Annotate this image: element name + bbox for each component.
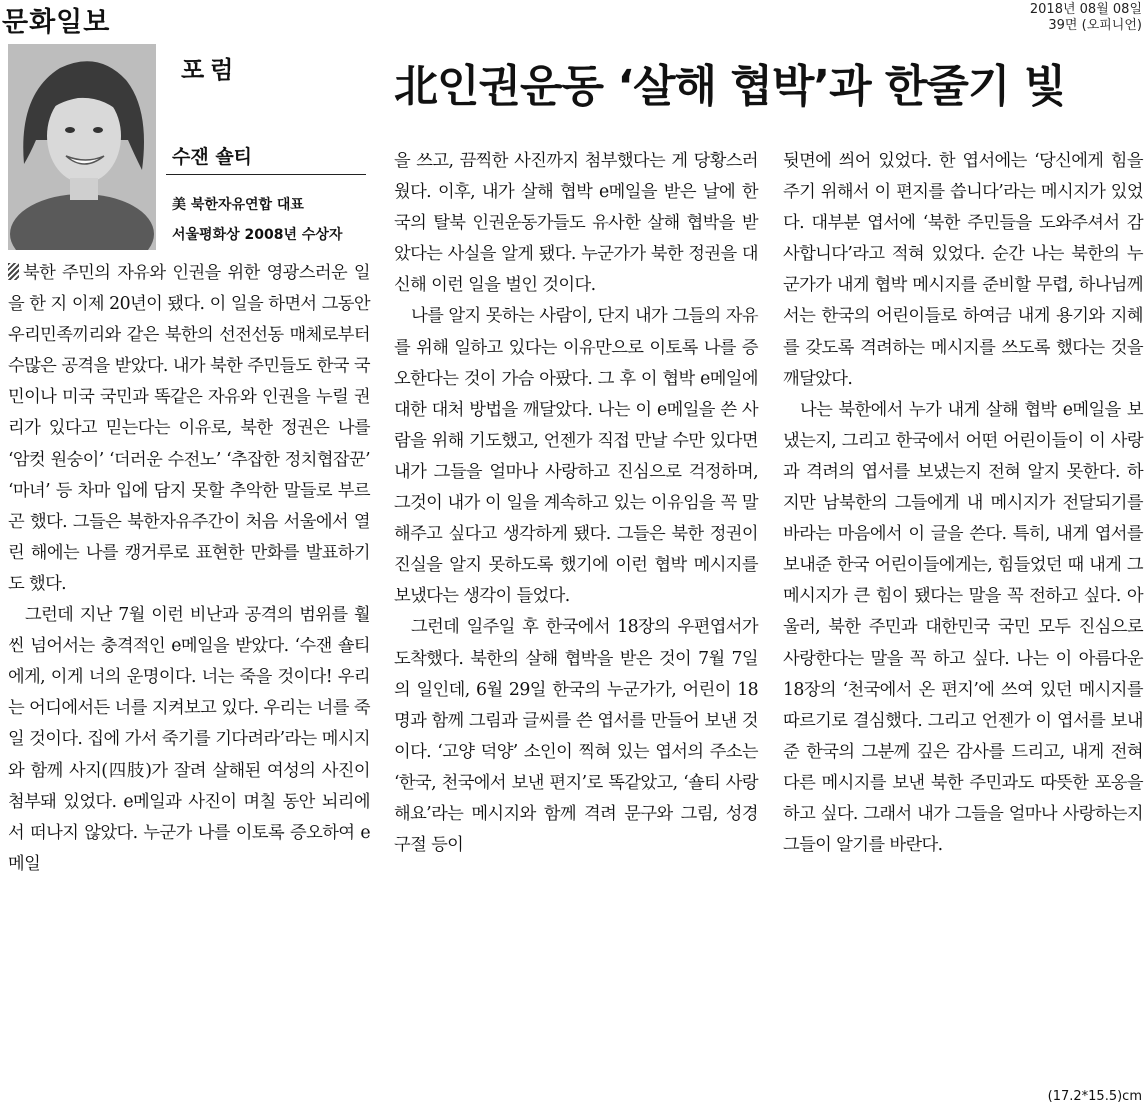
article-column-2: [394, 146, 758, 861]
article-column-1: [8, 258, 370, 880]
paragraph: 나를 알지 못하는 사람이, 단지 내가 그들의 자유를 위해 일하고 있다는 이유만으로 이토록 나를 증오한다는 것이 가슴 아팠다. 그 후 이 협박 e메일에 대한 대처 방법을 깨달았다. 나는 이 e메일을 쓴 사람을 위해 기도했고, 언젠가 직접 만날 수만 있다면 내가 그들을 얼마나 사랑하고 진심으로 걱정하며, 그것이 내가 이 일을 계속하고 있는 이유임을 꼭 말해주고 싶다고 생각하게 됐다. 그들은 북한 정권이 진실을 알지 못하도록 했기에 이런 협박 메시지를 보냈다는 생각이 들었다.: [394, 306, 758, 607]
author-divider: [166, 174, 366, 175]
author-photo: [8, 44, 156, 250]
paragraph: [8, 258, 370, 600]
newspaper-masthead: 문화일보: [2, 7, 111, 38]
author-title-line: 美 북한자유연합 대표: [172, 197, 304, 213]
paragraph: 그런데 일주일 후 한국에서 18장의 우편엽서가 도착했다. 북한의 살해 협박을 받은 것이 7월 7일의 일인데, 6월 29일 한국의 누군가가, 어린이 18명과 함께 그림과 글씨를 쓴 엽서를 만들어 보낸 것이다. ‘고양 덕양’ 소인이 찍혀 있는 엽서의 주소는 ‘한국, 천국에서 보낸 편지’로 똑같았고, ‘숄티 사랑해요’라는 메시지와 함께 격려 문구와 그림, 성경 구절 등이: [394, 617, 758, 856]
publication-date: 2018년 08월 08일: [1029, 2, 1142, 17]
headline: 北인권운동 ‘살해 협박’과 한줄기 빛: [394, 61, 1066, 112]
author-title: [172, 190, 342, 250]
author-title-line: 서울평화상 2008년 수상자: [172, 227, 343, 243]
paragraph: 뒷면에 씌어 있었다. 한 엽서에는 ‘당신에게 힘을 주기 위해서 이 편지를 씁니다’라는 메시지가 있었다. 대부분 엽서에 ‘북한 주민들을 도와주셔서 감사합니다’라고 적혀 있었다. 순간 나는 북한의 누군가가 내게 협박 메시지를 준비할 무렵, 하나님께서는 한국의 어린이들로 하여금 내게 용기와 지혜를 갖도록 격려하는 메시지를 쓰도록 했다는 것을 깨달았다.: [783, 151, 1143, 389]
page-number: 39면 (오피니언): [1048, 18, 1142, 33]
paragraph: 나는 북한에서 누가 내게 살해 협박 e메일을 보냈는지, 그리고 한국에서 어떤 어린이들이 이 사랑과 격려의 엽서를 보냈는지 전혀 알지 못한다. 하지만 남북한의 그들에게 내 메시지가 전달되기를 바라는 마음에서 이 글을 쓴다. 특히, 내게 엽서를 보내준 한국 어린이들에게는, 힘들었던 때 내게 그 메시지가 큰 힘이 됐다는 말을 꼭 전하고 싶다. 아울러, 북한 주민과 대한민국 국민 모두 진심으로 사랑한다는 말을 꼭 하고 싶다. 나는 이 아름다운 18장의 ‘천국에서 온 편지’에 쓰여 있던 메시지를 따르기로 결심했다. 그리고 언젠가 이 엽서를 보내준 한국의 그분께 깊은 감사를 드리고, 내게 전혀 다른 메시지를 보낸 북한 주민과도 따뜻한 포옹을 하고 싶다. 그래서 내가 그들을 얼마나 사랑하는지 그들이 알기를 바란다.: [783, 399, 1143, 856]
paragraph: 을 쓰고, 끔찍한 사진까지 첨부했다는 게 당황스러웠다. 이후, 내가 살해 협박 e메일을 받은 날에 한국의 탈북 인권운동가들도 유사한 살해 협박을 받았다는 사실을 알게 됐다. 누군가가 북한 정권을 대신해 이런 일을 벌인 것이다.: [394, 151, 758, 296]
lead-marker-icon: [8, 263, 19, 280]
section-label: 포럼: [181, 56, 240, 84]
paragraph-text: 북한 주민의 자유와 인권을 위한 영광스러운 일을 한 지 이제 20년이 됐다. 이 일을 하면서 그동안 우리민족끼리와 같은 북한의 선전선동 매체로부터 수많은 공격을 받았다. 내가 북한 주민들도 한국 국민이나 미국 국민과 똑같은 자유와 인권을 누릴 권리가 있다고 믿는다는 이유로, 북한 정권은 나를 ‘암컷 원숭이’ ‘더러운 수전노’ ‘추잡한 정치협잡꾼’ ‘마녀’ 등 차마 입에 담지 못할 추악한 말들로 부르곤 했다. 그들은 북한자유주간이 처음 서울에서 열린 해에는 나를 캥거루로 표현한 만화를 발표하기도 했다.: [8, 263, 370, 594]
paragraph: 그런데 지난 7월 이런 비난과 공격의 범위를 훨씬 넘어서는 충격적인 e메일을 받았다. ‘수잰 숄티에게, 이게 너의 운명이다. 너는 죽을 것이다! 우리는 어디에서든 너를 지켜보고 있다. 우리는 너를 죽일 것이다. 집에 가서 죽기를 기다려라’라는 메시지와 함께 사지(四肢)가 잘려 살해된 여성의 사진이 첨부돼 있었다. e메일과 사진이 며칠 동안 뇌리에서 떠나지 않았다. 누군가 나를 이토록 증오하여 e메일: [8, 605, 370, 874]
publication-meta: [1030, 2, 1142, 34]
article-size: (17.2*15.5)cm: [1047, 1089, 1142, 1104]
author-name: 수잰 숄티: [172, 146, 253, 168]
article-column-3: [783, 146, 1143, 861]
